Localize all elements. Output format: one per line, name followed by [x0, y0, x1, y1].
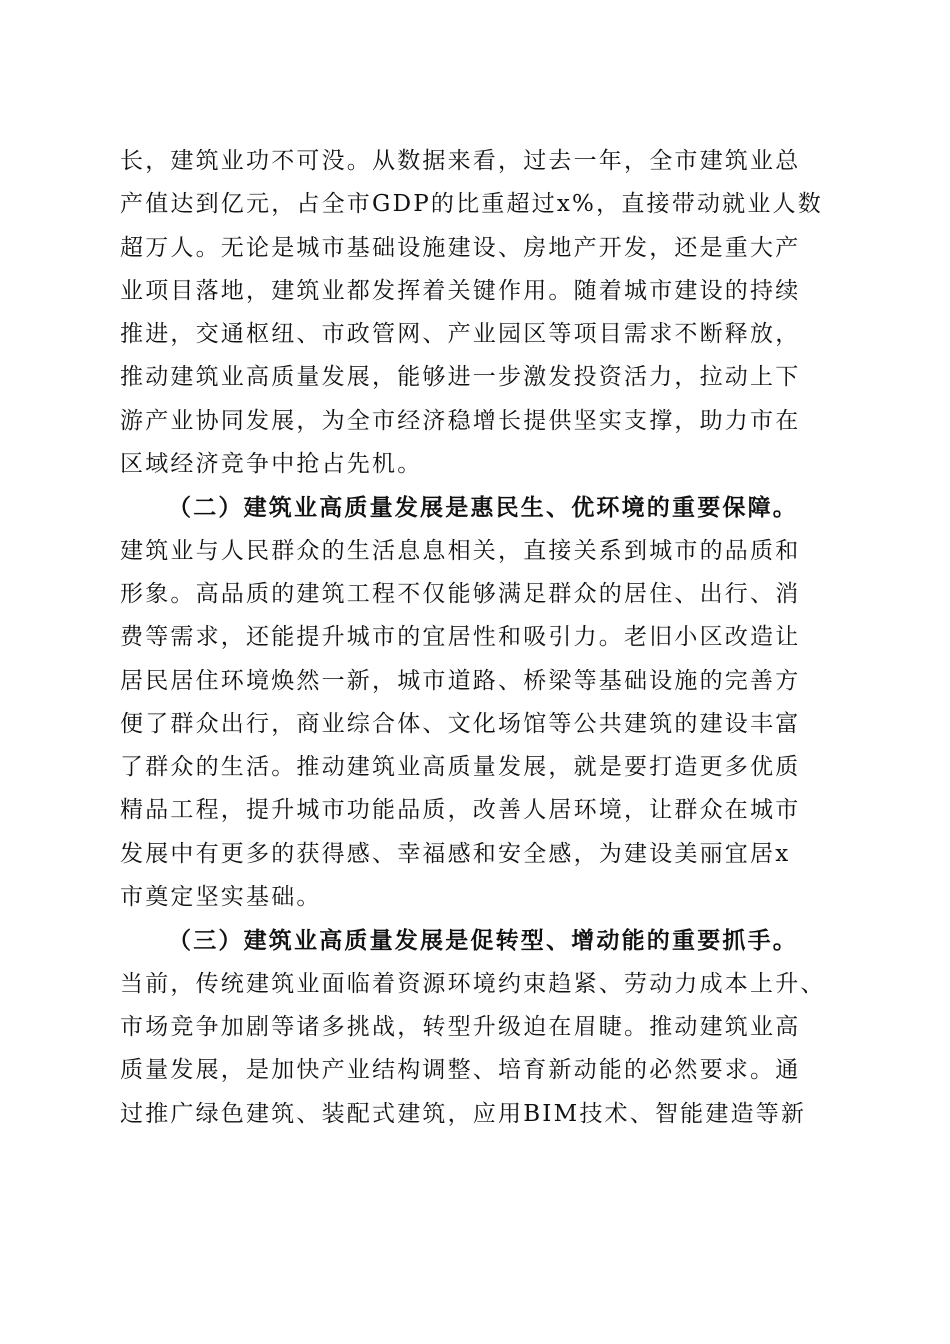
- text-line: 推进，交通枢纽、市政管网、产业园区等项目需求不断释放，: [120, 321, 801, 348]
- text-line: 精品工程，提升城市功能品质，改善人居环境，让群众在城市: [120, 797, 801, 824]
- text-line: 业项目落地，建筑业都发挥着关键作用。随着城市建设的持续: [120, 277, 801, 304]
- text-line: 游产业协同发展，为全市经济稳增长提供坚实支撑，助力市在: [120, 407, 801, 434]
- text-line: 超万人。无论是城市基础设施建设、房地产开发，还是重大产: [120, 234, 801, 261]
- section-heading-2: （二）建筑业高质量发展是惠民生、优环境的重要保障。: [168, 494, 798, 522]
- text-line: 市奠定坚实基础。: [120, 884, 322, 911]
- section-heading-3: （三）建筑业高质量发展是促转型、增动能的重要抓手。: [168, 927, 798, 955]
- text-line: 长，建筑业功不可没。从数据来看，过去一年，全市建筑业总: [120, 148, 801, 174]
- text-line: 形象。高品质的建筑工程不仅能够满足群众的居住、出行、消: [120, 580, 801, 607]
- text-line: 了群众的生活。推动建筑业高质量发展，就是要打造更多优质: [120, 754, 801, 781]
- text-line: 产值达到亿元，占全市GDP的比重超过x%，直接带动就业人数: [120, 191, 823, 218]
- text-line: 当前，传统建筑业面临着资源环境约束趋紧、劳动力成本上升、: [120, 970, 826, 997]
- text-line: 区域经济竞争中抢占先机。: [120, 451, 423, 478]
- text-line: 推动建筑业高质量发展，能够进一步激发投资活力，拉动上下: [120, 364, 801, 391]
- text-line: 发展中有更多的获得感、幸福感和安全感，为建设美丽宜居x: [120, 840, 791, 867]
- text-line: 过推广绿色建筑、装配式建筑，应用BIM技术、智能建造等新: [120, 1100, 807, 1127]
- text-line: 居民居住环境焕然一新，城市道路、桥梁等基础设施的完善方: [120, 667, 801, 694]
- document-body: [120, 140, 835, 1136]
- text-line: 质量发展，是加快产业结构调整、培育新动能的必然要求。通: [120, 1057, 801, 1084]
- text-line: 费等需求，还能提升城市的宜居性和吸引力。老旧小区改造让: [120, 624, 801, 651]
- text-line: 市场竞争加剧等诸多挑战，转型升级迫在眉睫。推动建筑业高: [120, 1013, 801, 1040]
- text-line: 便了群众出行，商业综合体、文化场馆等公共建筑的建设丰富: [120, 710, 801, 737]
- text-line: 建筑业与人民群众的生活息息相关，直接关系到城市的品质和: [120, 537, 801, 564]
